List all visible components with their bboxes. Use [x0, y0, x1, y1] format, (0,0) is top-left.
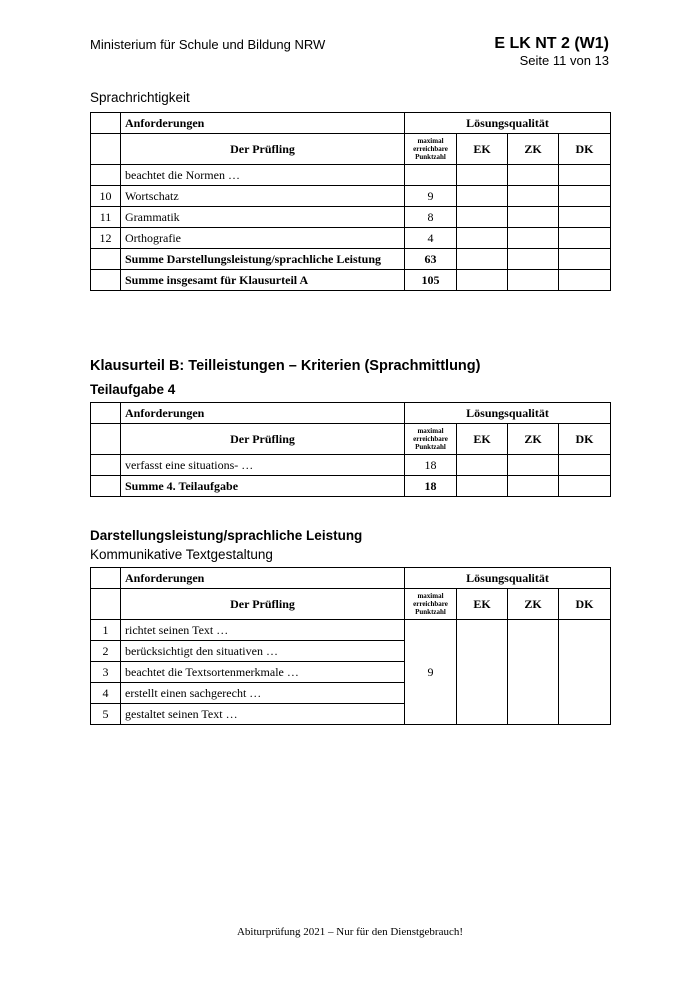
- row-number: 10: [91, 186, 121, 207]
- empty-cell: [91, 589, 121, 620]
- subheading-teilaufgabe-4: Teilaufgabe 4: [90, 382, 176, 397]
- row-number: 12: [91, 228, 121, 249]
- col-header-pruefling: Der Prüfling: [121, 589, 405, 620]
- section-heading-darstellung: Darstellungsleistung/sprachliche Leistung: [90, 528, 363, 543]
- empty-cell: [91, 424, 121, 455]
- table-row: [91, 186, 611, 207]
- sum-label: Summe Darstellungsleistung/sprachliche Leistung: [121, 249, 405, 270]
- col-header-anforderungen: Anforderungen: [121, 113, 405, 134]
- col-header-max-points: maximal erreichbare Punktzahl: [405, 589, 457, 620]
- table-row: [91, 228, 611, 249]
- row-number: 11: [91, 207, 121, 228]
- col-header-zk: ZK: [508, 134, 559, 165]
- col-header-anforderungen: Anforderungen: [121, 403, 405, 424]
- row-points: 18: [405, 455, 457, 476]
- col-header-dk: DK: [559, 424, 611, 455]
- col-header-pruefling: Der Prüfling: [121, 424, 405, 455]
- col-header-dk: DK: [559, 134, 611, 165]
- section-heading-teil-b: Klausurteil B: Teilleistungen – Kriterien (Sprachmittlung): [90, 358, 481, 374]
- sum-row: [91, 249, 611, 270]
- document-header-right: [494, 34, 609, 68]
- col-header-loesungsqualitaet: Lösungsqualität: [405, 403, 611, 424]
- sum-label: Summe 4. Teilaufgabe: [121, 476, 405, 497]
- empty-cell: [91, 134, 121, 165]
- row-number: 2: [91, 641, 121, 662]
- row-text: richtet seinen Text …: [121, 620, 405, 641]
- sum-label: Summe insgesamt für Klausurteil A: [121, 270, 405, 291]
- sum-points: 105: [405, 270, 457, 291]
- col-header-zk: ZK: [508, 424, 559, 455]
- row-text: berücksichtigt den situativen …: [121, 641, 405, 662]
- empty-cell: [91, 113, 121, 134]
- col-header-max-points: maximal erreichbare Punktzahl: [405, 424, 457, 455]
- page-footer: Abiturprüfung 2021 – Nur für den Dienstgebrauch!: [236, 926, 464, 938]
- sum-points: 63: [405, 249, 457, 270]
- intro-text: beachtet die Normen …: [121, 165, 405, 186]
- row-points: 8: [405, 207, 457, 228]
- col-header-dk: DK: [559, 589, 611, 620]
- section-label-sprachrichtigkeit: Sprachrichtigkeit: [90, 90, 190, 105]
- row-text: beachtet die Textsortenmerkmale …: [121, 662, 405, 683]
- table-darstellung: [90, 567, 611, 725]
- col-header-ek: EK: [457, 424, 508, 455]
- row-number: 3: [91, 662, 121, 683]
- col-header-loesungsqualitaet: Lösungsqualität: [405, 113, 611, 134]
- subheading-kommunikative-textgestaltung: Kommunikative Textgestaltung: [90, 547, 273, 562]
- row-text: Wortschatz: [121, 186, 405, 207]
- page-number: Seite 11 von 13: [519, 53, 609, 68]
- col-header-zk: ZK: [508, 589, 559, 620]
- table-row: [91, 165, 611, 186]
- empty-cell: [91, 568, 121, 589]
- row-number: 5: [91, 704, 121, 725]
- col-header-anforderungen: Anforderungen: [121, 568, 405, 589]
- col-header-max-points: maximal erreichbare Punktzahl: [405, 134, 457, 165]
- exam-code: E LK NT 2 (W1): [494, 35, 609, 52]
- table-teilaufgabe-4: [90, 402, 611, 497]
- row-text: Grammatik: [121, 207, 405, 228]
- table-row: [91, 207, 611, 228]
- row-text: Orthografie: [121, 228, 405, 249]
- empty-cell: [91, 403, 121, 424]
- col-header-ek: EK: [457, 589, 508, 620]
- table-sprachrichtigkeit: [90, 112, 611, 291]
- row-points: 9: [405, 186, 457, 207]
- row-text: gestaltet seinen Text …: [121, 704, 405, 725]
- table-row: [91, 455, 611, 476]
- row-number: 1: [91, 620, 121, 641]
- ministry-name: Ministerium für Schule und Bildung NRW: [90, 37, 326, 52]
- sum-points: 18: [405, 476, 457, 497]
- row-points: 4: [405, 228, 457, 249]
- sum-row: [91, 476, 611, 497]
- row-text: verfasst eine situations- …: [121, 455, 405, 476]
- table-row: [91, 620, 611, 641]
- col-header-ek: EK: [457, 134, 508, 165]
- row-points-merged: 9: [405, 620, 457, 725]
- row-text: erstellt einen sachgerecht …: [121, 683, 405, 704]
- sum-row: [91, 270, 611, 291]
- col-header-pruefling: Der Prüfling: [121, 134, 405, 165]
- col-header-loesungsqualitaet: Lösungsqualität: [405, 568, 611, 589]
- row-number: 4: [91, 683, 121, 704]
